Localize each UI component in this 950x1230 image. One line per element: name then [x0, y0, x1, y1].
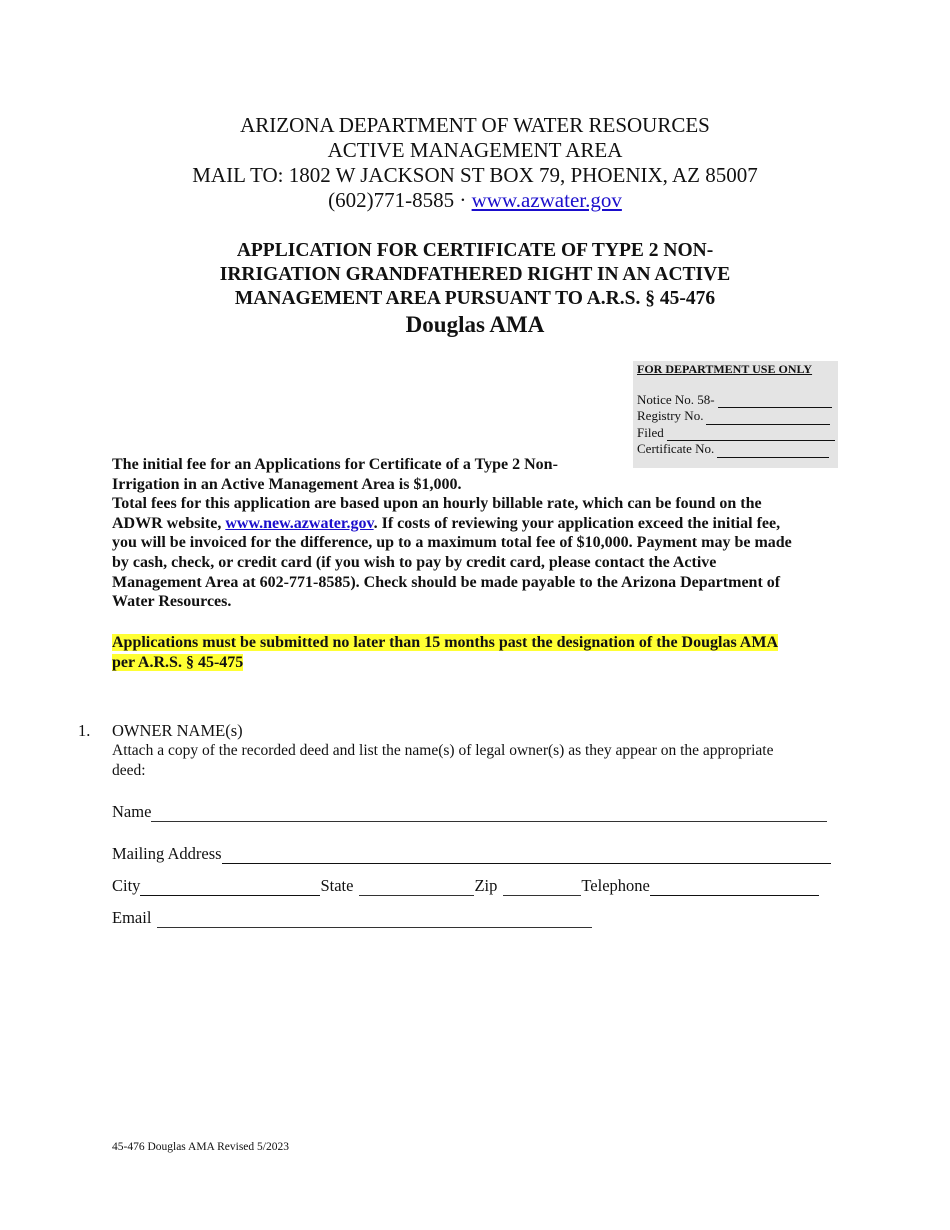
- city-state-zip-phone-row: [112, 876, 819, 896]
- instructions-line-2: deed:: [112, 762, 146, 779]
- section-number: 1.: [78, 721, 91, 740]
- separator-dot: ·: [454, 188, 472, 212]
- section-heading: OWNER NAME(s): [112, 721, 243, 740]
- adwr-website-link[interactable]: www.new.azwater.gov: [225, 514, 374, 532]
- city-label: City: [112, 876, 141, 895]
- name-input-line[interactable]: [151, 807, 827, 822]
- notice-number-line: [718, 395, 832, 408]
- zip-label: Zip: [474, 876, 498, 895]
- registry-number-field: [637, 408, 838, 425]
- zip-input-line[interactable]: [503, 881, 581, 896]
- form-revision-footer: 45-476 Douglas AMA Revised 5/2023: [112, 1141, 289, 1153]
- deadline-line-1: Applications must be submitted no later than 15 months past the designation of the Douglas AMA: [112, 634, 778, 651]
- form-title-line-1: APPLICATION FOR CERTIFICATE OF TYPE 2 NON-: [236, 240, 714, 261]
- notice-number-field: [637, 392, 838, 409]
- email-input-line[interactable]: [157, 913, 592, 928]
- mailing-address-input-line[interactable]: [222, 849, 831, 864]
- registry-number-label: Registry No.: [637, 408, 704, 423]
- fee-line-6: by cash, check, or credit card (if you wish to pay by credit card, please contact the Active: [112, 553, 717, 571]
- filed-label: Filed: [637, 424, 664, 440]
- deadline-line-2: per A.R.S. § 45-475: [112, 653, 244, 671]
- department-use-box: [633, 361, 838, 468]
- fee-line-4-text-cont: . If costs of reviewing your application exceed the initial fee,: [373, 514, 781, 532]
- fee-information: [112, 455, 852, 612]
- agency-name: ARIZONA DEPARTMENT OF WATER RESOURCES: [240, 113, 710, 137]
- certificate-number-label: Certificate No.: [637, 441, 715, 456]
- telephone-label: Telephone: [581, 876, 650, 895]
- name-field-row: [112, 802, 827, 822]
- department-use-heading: FOR DEPARTMENT USE ONLY: [637, 362, 813, 376]
- email-field-row: [112, 908, 592, 928]
- mailing-address-field-row: [112, 844, 831, 864]
- state-label: State: [320, 876, 354, 895]
- email-label: Email: [112, 908, 152, 927]
- contact-line: [0, 188, 950, 212]
- mailing-address: MAIL TO: 1802 W JACKSON ST BOX 79, PHOENIX, AZ 85007: [192, 163, 758, 187]
- registry-number-line: [706, 412, 830, 425]
- fee-line-2: Irrigation in an Active Management Area is $1,000.: [112, 475, 462, 493]
- fee-line-4-text: ADWR website,: [112, 514, 226, 532]
- section-instructions: [112, 741, 852, 781]
- fee-line-3: Total fees for this application are based upon an hourly billable rate, which can be found on the: [112, 495, 762, 513]
- deadline-notice: [112, 633, 852, 672]
- fee-line-8: Water Resources.: [112, 593, 232, 611]
- fee-line-5: you will be invoiced for the difference, up to a maximum total fee of $10,000. Payment may be made: [112, 534, 792, 552]
- name-label: Name: [112, 802, 152, 821]
- fee-line-4: [112, 514, 852, 534]
- agency-phone: (602)771-8585: [328, 188, 455, 212]
- agency-division: ACTIVE MANAGEMENT AREA: [327, 138, 623, 162]
- state-input-line[interactable]: [359, 881, 474, 896]
- form-title-line-3: MANAGEMENT AREA PURSUANT TO A.R.S. § 45-476: [234, 288, 716, 309]
- filed-line: [667, 428, 835, 441]
- instructions-line-1: Attach a copy of the recorded deed and list the name(s) of legal owner(s) as they appear on the appropriate: [112, 742, 774, 759]
- form-title-line-2: IRRIGATION GRANDFATHERED RIGHT IN AN ACTIVE: [219, 264, 731, 285]
- city-input-line[interactable]: [140, 881, 320, 896]
- form-subtitle: Douglas AMA: [405, 312, 545, 337]
- filed-field: [637, 425, 838, 442]
- agency-website-link[interactable]: www.azwater.gov: [471, 188, 622, 212]
- fee-line-1: The initial fee for an Applications for Certificate of a Type 2 Non-: [112, 456, 558, 473]
- telephone-input-line[interactable]: [650, 881, 819, 896]
- notice-number-label: Notice No. 58-: [637, 391, 715, 407]
- fee-line-7: Management Area at 602-771-8585). Check should be made payable to the Arizona Department of: [112, 573, 781, 591]
- mailing-address-label: Mailing Address: [112, 844, 222, 863]
